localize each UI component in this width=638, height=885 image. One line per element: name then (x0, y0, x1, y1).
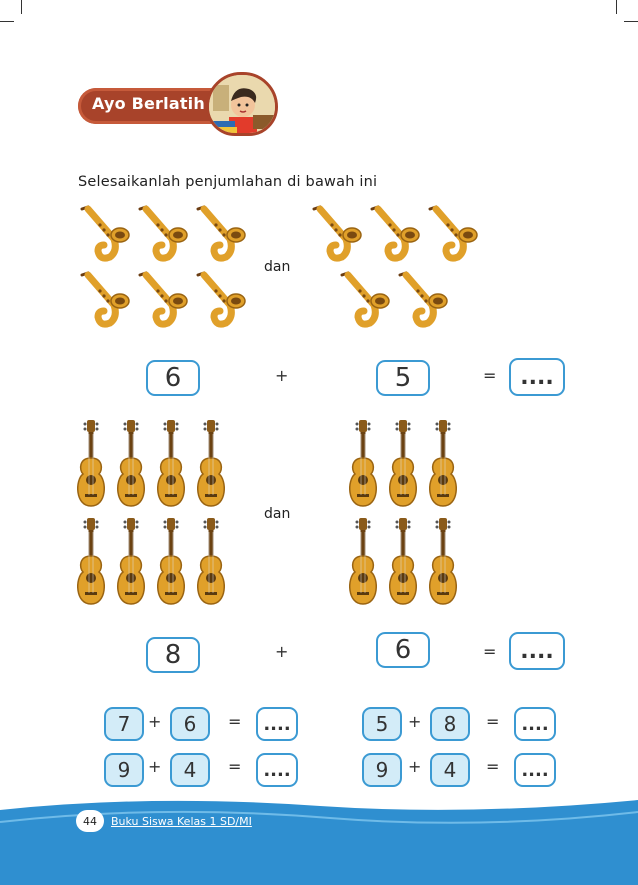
guitar-icon (72, 420, 110, 512)
connector-text: dan (264, 506, 291, 522)
guitar-icon (192, 420, 230, 512)
guitar-icon (192, 518, 230, 610)
guitar-icon (424, 420, 462, 512)
student-illustration (206, 72, 278, 136)
page-number: 44 (76, 810, 104, 832)
saxophone-group-right (310, 205, 488, 335)
equals-sign: = (483, 642, 497, 661)
addend-box: 9 (104, 753, 144, 787)
guitar-icon (384, 518, 422, 610)
plus-sign: + (148, 757, 162, 776)
saxophone-icon (338, 271, 392, 333)
equals-sign: = (228, 712, 242, 731)
instruction-text: Selesaikanlah penjumlahan di bawah ini (78, 174, 378, 190)
saxophone-icon (136, 205, 190, 267)
saxophone-icon (310, 205, 364, 267)
badge-label: Ayo Berlatih (92, 94, 205, 113)
saxophone-icon (194, 271, 248, 333)
guitar-icon (152, 518, 190, 610)
answer-box[interactable]: .... (509, 358, 565, 396)
addend-box: 6 (376, 632, 430, 668)
footer-wave (0, 792, 638, 885)
addend-box: 7 (104, 707, 144, 741)
crop-mark (616, 0, 617, 14)
connector-text: dan (264, 259, 291, 275)
saxophone-icon (368, 205, 422, 267)
guitar-group-left (72, 420, 242, 608)
guitar-group-right (344, 420, 474, 608)
plus-sign: + (408, 757, 422, 776)
answer-box[interactable]: .... (256, 753, 298, 787)
equals-sign: = (486, 757, 500, 776)
addend-box: 8 (430, 707, 470, 741)
addend-box: 6 (170, 707, 210, 741)
answer-box[interactable]: .... (509, 632, 565, 670)
saxophone-group-left (78, 205, 256, 335)
saxophone-icon (78, 271, 132, 333)
saxophone-icon (396, 271, 450, 333)
addend-box: 5 (376, 360, 430, 396)
saxophone-icon (194, 205, 248, 267)
crop-mark (624, 21, 638, 22)
answer-box[interactable]: .... (514, 707, 556, 741)
equals-sign: = (228, 757, 242, 776)
saxophone-icon (78, 205, 132, 267)
guitar-icon (152, 420, 190, 512)
plus-sign: + (148, 712, 162, 731)
addend-box: 8 (146, 637, 200, 673)
answer-box[interactable]: .... (256, 707, 298, 741)
addend-box: 4 (430, 753, 470, 787)
guitar-icon (112, 518, 150, 610)
guitar-icon (72, 518, 110, 610)
plus-sign: + (275, 366, 289, 385)
guitar-icon (344, 518, 382, 610)
answer-box[interactable]: .... (514, 753, 556, 787)
addend-box: 6 (146, 360, 200, 396)
guitar-icon (344, 420, 382, 512)
plus-sign: + (275, 642, 289, 661)
saxophone-icon (426, 205, 480, 267)
guitar-icon (112, 420, 150, 512)
saxophone-icon (136, 271, 190, 333)
guitar-icon (424, 518, 462, 610)
crop-mark (0, 21, 14, 22)
guitar-icon (384, 420, 422, 512)
section-badge (78, 72, 278, 136)
book-title: Buku Siswa Kelas 1 SD/MI (111, 815, 252, 828)
equals-sign: = (483, 366, 497, 385)
plus-sign: + (408, 712, 422, 731)
addend-box: 5 (362, 707, 402, 741)
equals-sign: = (486, 712, 500, 731)
addend-box: 4 (170, 753, 210, 787)
crop-mark (21, 0, 22, 14)
addend-box: 9 (362, 753, 402, 787)
